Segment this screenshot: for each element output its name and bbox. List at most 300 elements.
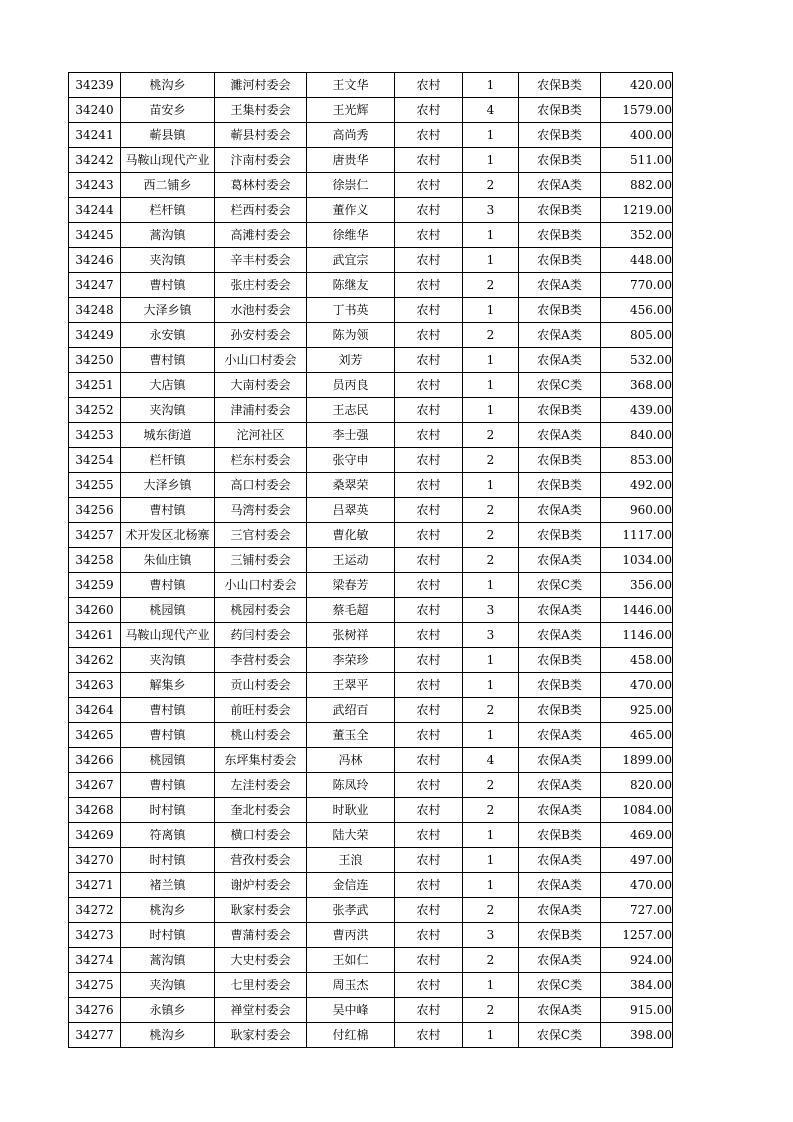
township-cell: 曹村镇: [121, 348, 215, 373]
record-id: 34254: [69, 448, 121, 473]
record-id: 34271: [69, 873, 121, 898]
insurance-category-cell: 农保B类: [519, 473, 601, 498]
insurance-category-cell: 农保A类: [519, 498, 601, 523]
record-id: 34274: [69, 948, 121, 973]
insurance-category-cell: 农保B类: [519, 648, 601, 673]
person-name-cell: 时耿业: [307, 798, 395, 823]
insurance-category-cell: 农保A类: [519, 773, 601, 798]
insurance-category-cell: 农保A类: [519, 323, 601, 348]
amount-cell: 882.00: [601, 173, 673, 198]
member-count-cell: 2: [463, 998, 519, 1023]
household-type-cell: 农村: [395, 323, 463, 348]
amount-cell: 465.00: [601, 723, 673, 748]
member-count-cell: 3: [463, 923, 519, 948]
record-id: 34273: [69, 923, 121, 948]
record-id: 34247: [69, 273, 121, 298]
household-type-cell: 农村: [395, 98, 463, 123]
person-name-cell: 徐维华: [307, 223, 395, 248]
amount-cell: 1257.00: [601, 923, 673, 948]
township-cell: 马鞍山现代产业: [121, 148, 215, 173]
township-cell: 蒿沟镇: [121, 948, 215, 973]
table-row: [69, 523, 673, 548]
village-committee-cell: 三铺村委会: [215, 548, 307, 573]
member-count-cell: 1: [463, 848, 519, 873]
village-committee-cell: 营孜村委会: [215, 848, 307, 873]
person-name-cell: 张守申: [307, 448, 395, 473]
insurance-category-cell: 农保B类: [519, 223, 601, 248]
member-count-cell: 1: [463, 673, 519, 698]
township-cell: 时村镇: [121, 848, 215, 873]
table-row: [69, 198, 673, 223]
insurance-category-cell: 农保C类: [519, 973, 601, 998]
village-committee-cell: 七里村委会: [215, 973, 307, 998]
person-name-cell: 王志民: [307, 398, 395, 423]
member-count-cell: 1: [463, 348, 519, 373]
insurance-category-cell: 农保A类: [519, 598, 601, 623]
table-row: [69, 923, 673, 948]
household-type-cell: 农村: [395, 273, 463, 298]
member-count-cell: 1: [463, 373, 519, 398]
table-row: [69, 98, 673, 123]
amount-cell: 1146.00: [601, 623, 673, 648]
township-cell: 大店镇: [121, 373, 215, 398]
amount-cell: 384.00: [601, 973, 673, 998]
village-committee-cell: 栏东村委会: [215, 448, 307, 473]
table-row: [69, 773, 673, 798]
table-row: [69, 673, 673, 698]
record-id: 34266: [69, 748, 121, 773]
record-id: 34264: [69, 698, 121, 723]
household-type-cell: 农村: [395, 798, 463, 823]
table-row: [69, 123, 673, 148]
document-page: [68, 72, 673, 1048]
township-cell: 桃园镇: [121, 598, 215, 623]
township-cell: 城东街道: [121, 423, 215, 448]
table-row: [69, 548, 673, 573]
record-id: 34249: [69, 323, 121, 348]
household-type-cell: 农村: [395, 723, 463, 748]
household-type-cell: 农村: [395, 873, 463, 898]
household-type-cell: 农村: [395, 248, 463, 273]
village-committee-cell: 小山口村委会: [215, 348, 307, 373]
member-count-cell: 4: [463, 98, 519, 123]
amount-cell: 532.00: [601, 348, 673, 373]
member-count-cell: 2: [463, 948, 519, 973]
township-cell: 曹村镇: [121, 573, 215, 598]
household-type-cell: 农村: [395, 398, 463, 423]
insurance-category-cell: 农保C类: [519, 1023, 601, 1048]
village-committee-cell: 曹蒲村委会: [215, 923, 307, 948]
table-row: [69, 723, 673, 748]
household-type-cell: 农村: [395, 673, 463, 698]
village-committee-cell: 蕲县村委会: [215, 123, 307, 148]
table-row: [69, 798, 673, 823]
township-cell: 时村镇: [121, 798, 215, 823]
table-row: [69, 823, 673, 848]
member-count-cell: 3: [463, 198, 519, 223]
table-row: [69, 248, 673, 273]
person-name-cell: 唐贵华: [307, 148, 395, 173]
record-id: 34268: [69, 798, 121, 823]
record-id: 34248: [69, 298, 121, 323]
amount-cell: 1219.00: [601, 198, 673, 223]
village-committee-cell: 濉河村委会: [215, 73, 307, 98]
member-count-cell: 1: [463, 73, 519, 98]
table-row: [69, 848, 673, 873]
insurance-category-cell: 农保B类: [519, 523, 601, 548]
person-name-cell: 王浪: [307, 848, 395, 873]
insurance-category-cell: 农保B类: [519, 673, 601, 698]
table-row: [69, 448, 673, 473]
amount-cell: 727.00: [601, 898, 673, 923]
table-body: [69, 73, 673, 1048]
household-type-cell: 农村: [395, 698, 463, 723]
household-type-cell: 农村: [395, 823, 463, 848]
amount-cell: 1034.00: [601, 548, 673, 573]
household-type-cell: 农村: [395, 598, 463, 623]
person-name-cell: 吴中峰: [307, 998, 395, 1023]
insurance-category-cell: 农保B类: [519, 248, 601, 273]
person-name-cell: 武宜宗: [307, 248, 395, 273]
amount-cell: 820.00: [601, 773, 673, 798]
table-row: [69, 998, 673, 1023]
member-count-cell: 1: [463, 823, 519, 848]
household-type-cell: 农村: [395, 223, 463, 248]
household-type-cell: 农村: [395, 1023, 463, 1048]
record-id: 34260: [69, 598, 121, 623]
household-type-cell: 农村: [395, 898, 463, 923]
record-id: 34243: [69, 173, 121, 198]
person-name-cell: 董玉全: [307, 723, 395, 748]
insurance-category-cell: 农保A类: [519, 848, 601, 873]
member-count-cell: 1: [463, 648, 519, 673]
village-committee-cell: 李营村委会: [215, 648, 307, 673]
household-type-cell: 农村: [395, 848, 463, 873]
member-count-cell: 2: [463, 548, 519, 573]
record-id: 34258: [69, 548, 121, 573]
amount-cell: 924.00: [601, 948, 673, 973]
table-row: [69, 73, 673, 98]
table-row: [69, 398, 673, 423]
member-count-cell: 2: [463, 698, 519, 723]
insurance-category-cell: 农保A类: [519, 723, 601, 748]
table-row: [69, 273, 673, 298]
household-type-cell: 农村: [395, 998, 463, 1023]
insurance-category-cell: 农保B类: [519, 698, 601, 723]
person-name-cell: 吕翠英: [307, 498, 395, 523]
member-count-cell: 1: [463, 573, 519, 598]
township-cell: 大泽乡镇: [121, 298, 215, 323]
village-committee-cell: 张庄村委会: [215, 273, 307, 298]
township-cell: 夹沟镇: [121, 648, 215, 673]
insurance-category-cell: 农保C类: [519, 373, 601, 398]
table-row: [69, 423, 673, 448]
person-name-cell: 蔡毛超: [307, 598, 395, 623]
village-committee-cell: 高口村委会: [215, 473, 307, 498]
person-name-cell: 曹化敏: [307, 523, 395, 548]
record-id: 34275: [69, 973, 121, 998]
insurance-category-cell: 农保B类: [519, 198, 601, 223]
person-name-cell: 王光辉: [307, 98, 395, 123]
household-type-cell: 农村: [395, 73, 463, 98]
amount-cell: 448.00: [601, 248, 673, 273]
township-cell: 大泽乡镇: [121, 473, 215, 498]
township-cell: 桃沟乡: [121, 73, 215, 98]
record-id: 34277: [69, 1023, 121, 1048]
township-cell: 褚兰镇: [121, 873, 215, 898]
village-committee-cell: 桃园村委会: [215, 598, 307, 623]
record-id: 34245: [69, 223, 121, 248]
village-committee-cell: 横口村委会: [215, 823, 307, 848]
table-row: [69, 373, 673, 398]
insurance-category-cell: 农保B类: [519, 98, 601, 123]
household-type-cell: 农村: [395, 198, 463, 223]
household-type-cell: 农村: [395, 373, 463, 398]
household-type-cell: 农村: [395, 573, 463, 598]
township-cell: 朱仙庄镇: [121, 548, 215, 573]
person-name-cell: 陈凤玲: [307, 773, 395, 798]
person-name-cell: 陆大荣: [307, 823, 395, 848]
person-name-cell: 陈继友: [307, 273, 395, 298]
record-id: 34244: [69, 198, 121, 223]
household-type-cell: 农村: [395, 423, 463, 448]
insurance-category-cell: 农保A类: [519, 898, 601, 923]
household-type-cell: 农村: [395, 648, 463, 673]
record-id: 34272: [69, 898, 121, 923]
insurance-category-cell: 农保A类: [519, 948, 601, 973]
member-count-cell: 1: [463, 298, 519, 323]
member-count-cell: 4: [463, 748, 519, 773]
village-committee-cell: 大史村委会: [215, 948, 307, 973]
village-committee-cell: 耿家村委会: [215, 1023, 307, 1048]
household-type-cell: 农村: [395, 448, 463, 473]
member-count-cell: 3: [463, 623, 519, 648]
insurance-category-cell: 农保A类: [519, 548, 601, 573]
township-cell: 蕲县镇: [121, 123, 215, 148]
household-type-cell: 农村: [395, 173, 463, 198]
insurance-category-cell: 农保A类: [519, 173, 601, 198]
township-cell: 符离镇: [121, 823, 215, 848]
person-name-cell: 金信连: [307, 873, 395, 898]
insurance-category-cell: 农保B类: [519, 73, 601, 98]
amount-cell: 805.00: [601, 323, 673, 348]
person-name-cell: 张孝武: [307, 898, 395, 923]
member-count-cell: 2: [463, 498, 519, 523]
member-count-cell: 2: [463, 798, 519, 823]
insurance-category-cell: 农保B类: [519, 148, 601, 173]
record-id: 34269: [69, 823, 121, 848]
member-count-cell: 1: [463, 148, 519, 173]
amount-cell: 470.00: [601, 673, 673, 698]
village-committee-cell: 津浦村委会: [215, 398, 307, 423]
member-count-cell: 3: [463, 598, 519, 623]
table-row: [69, 648, 673, 673]
township-cell: 蒿沟镇: [121, 223, 215, 248]
township-cell: 解集乡: [121, 673, 215, 698]
village-committee-cell: 奎北村委会: [215, 798, 307, 823]
village-committee-cell: 谢炉村委会: [215, 873, 307, 898]
table-row: [69, 323, 673, 348]
insurance-category-cell: 农保B类: [519, 448, 601, 473]
village-committee-cell: 桃山村委会: [215, 723, 307, 748]
household-type-cell: 农村: [395, 498, 463, 523]
household-type-cell: 农村: [395, 473, 463, 498]
amount-cell: 400.00: [601, 123, 673, 148]
village-committee-cell: 葛林村委会: [215, 173, 307, 198]
member-count-cell: 2: [463, 423, 519, 448]
person-name-cell: 员丙良: [307, 373, 395, 398]
table-row: [69, 698, 673, 723]
village-committee-cell: 贡山村委会: [215, 673, 307, 698]
insurance-category-cell: 农保A类: [519, 273, 601, 298]
member-count-cell: 2: [463, 323, 519, 348]
record-id: 34276: [69, 998, 121, 1023]
allowance-table: [68, 72, 673, 1048]
village-committee-cell: 马湾村委会: [215, 498, 307, 523]
person-name-cell: 陈为领: [307, 323, 395, 348]
amount-cell: 853.00: [601, 448, 673, 473]
household-type-cell: 农村: [395, 123, 463, 148]
township-cell: 苗安乡: [121, 98, 215, 123]
amount-cell: 770.00: [601, 273, 673, 298]
amount-cell: 352.00: [601, 223, 673, 248]
township-cell: 桃沟乡: [121, 1023, 215, 1048]
insurance-category-cell: 农保B类: [519, 398, 601, 423]
township-cell: 永安镇: [121, 323, 215, 348]
township-cell: 桃园镇: [121, 748, 215, 773]
person-name-cell: 梁春芳: [307, 573, 395, 598]
village-committee-cell: 药闫村委会: [215, 623, 307, 648]
table-row: [69, 598, 673, 623]
table-row: [69, 298, 673, 323]
record-id: 34241: [69, 123, 121, 148]
village-committee-cell: 大南村委会: [215, 373, 307, 398]
insurance-category-cell: 农保B类: [519, 823, 601, 848]
amount-cell: 511.00: [601, 148, 673, 173]
amount-cell: 960.00: [601, 498, 673, 523]
person-name-cell: 李荣珍: [307, 648, 395, 673]
village-committee-cell: 三官村委会: [215, 523, 307, 548]
amount-cell: 456.00: [601, 298, 673, 323]
person-name-cell: 李士强: [307, 423, 395, 448]
household-type-cell: 农村: [395, 948, 463, 973]
table-row: [69, 748, 673, 773]
amount-cell: 497.00: [601, 848, 673, 873]
record-id: 34263: [69, 673, 121, 698]
township-cell: 曹村镇: [121, 498, 215, 523]
person-name-cell: 王文华: [307, 73, 395, 98]
table-row: [69, 148, 673, 173]
person-name-cell: 曹丙洪: [307, 923, 395, 948]
member-count-cell: 2: [463, 448, 519, 473]
member-count-cell: 1: [463, 398, 519, 423]
household-type-cell: 农村: [395, 923, 463, 948]
member-count-cell: 2: [463, 898, 519, 923]
person-name-cell: 张树祥: [307, 623, 395, 648]
member-count-cell: 1: [463, 873, 519, 898]
table-row: [69, 348, 673, 373]
record-id: 34270: [69, 848, 121, 873]
village-committee-cell: 高滩村委会: [215, 223, 307, 248]
record-id: 34253: [69, 423, 121, 448]
record-id: 34257: [69, 523, 121, 548]
village-committee-cell: 小山口村委会: [215, 573, 307, 598]
township-cell: 曹村镇: [121, 723, 215, 748]
amount-cell: 1084.00: [601, 798, 673, 823]
person-name-cell: 丁书英: [307, 298, 395, 323]
person-name-cell: 王翠平: [307, 673, 395, 698]
insurance-category-cell: 农保A类: [519, 798, 601, 823]
member-count-cell: 2: [463, 273, 519, 298]
table-row: [69, 623, 673, 648]
village-committee-cell: 沱河社区: [215, 423, 307, 448]
record-id: 34250: [69, 348, 121, 373]
township-cell: 栏杆镇: [121, 198, 215, 223]
record-id: 34256: [69, 498, 121, 523]
amount-cell: 458.00: [601, 648, 673, 673]
village-committee-cell: 栏西村委会: [215, 198, 307, 223]
township-cell: 曹村镇: [121, 773, 215, 798]
amount-cell: 925.00: [601, 698, 673, 723]
amount-cell: 915.00: [601, 998, 673, 1023]
township-cell: 曹村镇: [121, 273, 215, 298]
table-row: [69, 573, 673, 598]
amount-cell: 1899.00: [601, 748, 673, 773]
record-id: 34262: [69, 648, 121, 673]
township-cell: 西二铺乡: [121, 173, 215, 198]
township-cell: 时村镇: [121, 923, 215, 948]
insurance-category-cell: 农保A类: [519, 623, 601, 648]
amount-cell: 1446.00: [601, 598, 673, 623]
person-name-cell: 徐崇仁: [307, 173, 395, 198]
household-type-cell: 农村: [395, 973, 463, 998]
insurance-category-cell: 农保A类: [519, 423, 601, 448]
record-id: 34242: [69, 148, 121, 173]
insurance-category-cell: 农保A类: [519, 873, 601, 898]
township-cell: 术开发区北杨寨: [121, 523, 215, 548]
household-type-cell: 农村: [395, 148, 463, 173]
household-type-cell: 农村: [395, 523, 463, 548]
table-row: [69, 1023, 673, 1048]
household-type-cell: 农村: [395, 298, 463, 323]
record-id: 34251: [69, 373, 121, 398]
person-name-cell: 武绍百: [307, 698, 395, 723]
person-name-cell: 付红棉: [307, 1023, 395, 1048]
township-cell: 夹沟镇: [121, 398, 215, 423]
village-committee-cell: 东坪集村委会: [215, 748, 307, 773]
member-count-cell: 1: [463, 248, 519, 273]
insurance-category-cell: 农保A类: [519, 748, 601, 773]
village-committee-cell: 王集村委会: [215, 98, 307, 123]
person-name-cell: 王运动: [307, 548, 395, 573]
member-count-cell: 1: [463, 473, 519, 498]
amount-cell: 439.00: [601, 398, 673, 423]
township-cell: 桃沟乡: [121, 898, 215, 923]
village-committee-cell: 水池村委会: [215, 298, 307, 323]
person-name-cell: 刘芳: [307, 348, 395, 373]
person-name-cell: 王如仁: [307, 948, 395, 973]
member-count-cell: 1: [463, 123, 519, 148]
township-cell: 曹村镇: [121, 698, 215, 723]
member-count-cell: 2: [463, 773, 519, 798]
table-row: [69, 473, 673, 498]
person-name-cell: 周玉杰: [307, 973, 395, 998]
amount-cell: 1117.00: [601, 523, 673, 548]
village-committee-cell: 汴南村委会: [215, 148, 307, 173]
township-cell: 夹沟镇: [121, 973, 215, 998]
record-id: 34267: [69, 773, 121, 798]
amount-cell: 469.00: [601, 823, 673, 848]
